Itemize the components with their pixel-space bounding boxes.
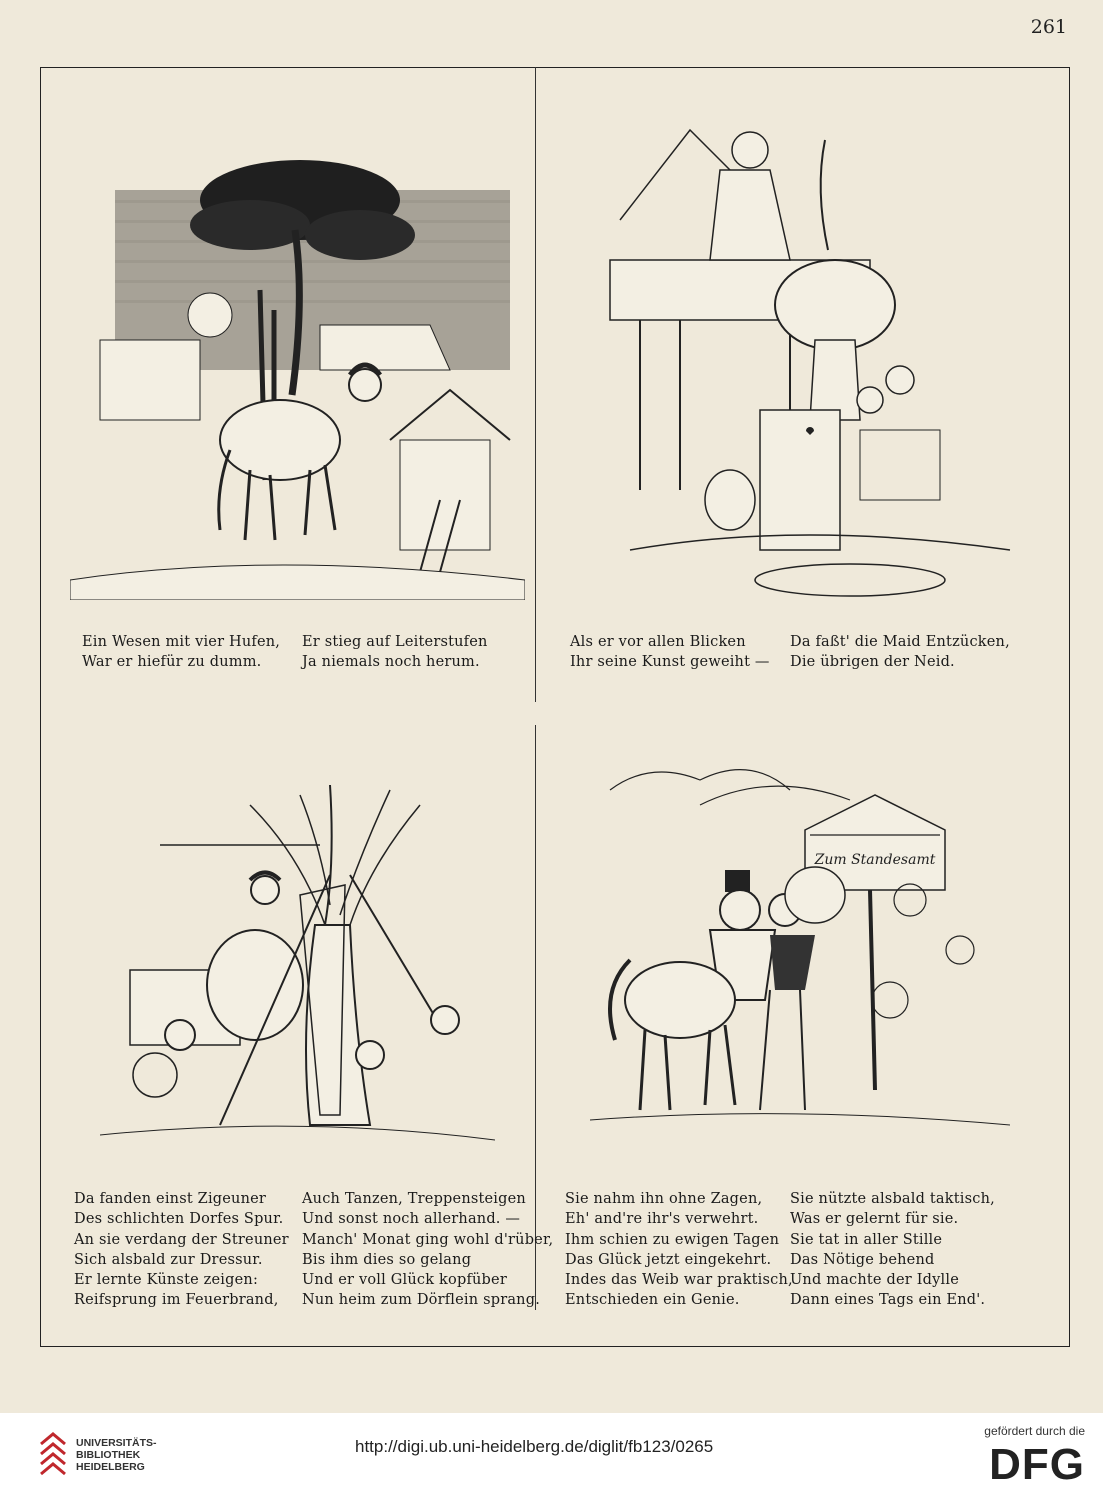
digitization-footer — [0, 1413, 1103, 1496]
verse-panel1-right: Er stieg auf Leiterstufen Ja niemals noch herum. — [302, 634, 488, 671]
library-name-line1: UNIVERSITÄTS- — [76, 1437, 157, 1449]
university-library-logo-icon — [38, 1430, 68, 1478]
dfg-logo: DFG — [989, 1440, 1085, 1489]
column-divider-top — [535, 67, 536, 702]
illustration-gypsies-training — [100, 785, 495, 1155]
illustration-centaur-handstand — [600, 110, 1020, 600]
library-name-line2: BIBLIOTHEK — [76, 1449, 141, 1461]
verse-panel4-left: Sie nahm ihn ohne Zagen, Eh' and're ihr's verwehrt. Ihm schien zu ewigen Tagen Das Glück jetzt eingekehrt. Indes das Weib war praktisch, Entschieden ein Genie. — [565, 1191, 793, 1309]
illustration-2-drawing — [600, 110, 1020, 600]
verse-panel3-right: Auch Tanzen, Treppensteigen Und sonst noch allerhand. — Manch' Monat ging wohl d'rüber, Bis ihm dies so gelang Und er voll Glück kopfüber Nun heim zum Dörflein sprang. — [302, 1191, 554, 1309]
library-name-line3: HEIDELBERG — [76, 1461, 145, 1473]
verse-panel4-right: Sie nützte alsbald taktisch, Was er gelernt für sie. Sie tat in aller Stille Das Nötige behend Und machte der Idylle Dann eines Tags ein End'. — [790, 1191, 995, 1309]
verse-panel3-left: Da fanden einst Zigeuner Des schlichten Dorfes Spur. An sie verdang der Streuner Sich alsbald zur Dressur. Er lernte Künste zeigen: Reifsprung im Feuerbrand, — [74, 1191, 289, 1309]
illustration-3-drawing — [100, 785, 495, 1155]
sign-text: Zum Standesamt — [814, 852, 936, 868]
illustration-standesamt — [590, 760, 1010, 1140]
illustration-centaur-village — [70, 160, 525, 600]
verse-panel1-left: Ein Wesen mit vier Hufen, War er hiefür zu dumm. — [82, 634, 281, 671]
verse-panel2-right: Da faßt' die Maid Entzücken, Die übrigen der Neid. — [790, 634, 1010, 671]
page-number: 261 — [1030, 16, 1067, 38]
funded-by-label: gefördert durch die — [984, 1424, 1085, 1438]
illustration-4-drawing — [590, 760, 1010, 1140]
library-name — [76, 1437, 157, 1473]
verse-panel2-left: Als er vor allen Blicken Ihr seine Kunst geweiht — — [570, 634, 770, 671]
permalink-url[interactable]: http://digi.ub.uni-heidelberg.de/diglit/fb123/0265 — [355, 1437, 714, 1456]
illustration-1-drawing — [70, 160, 525, 600]
